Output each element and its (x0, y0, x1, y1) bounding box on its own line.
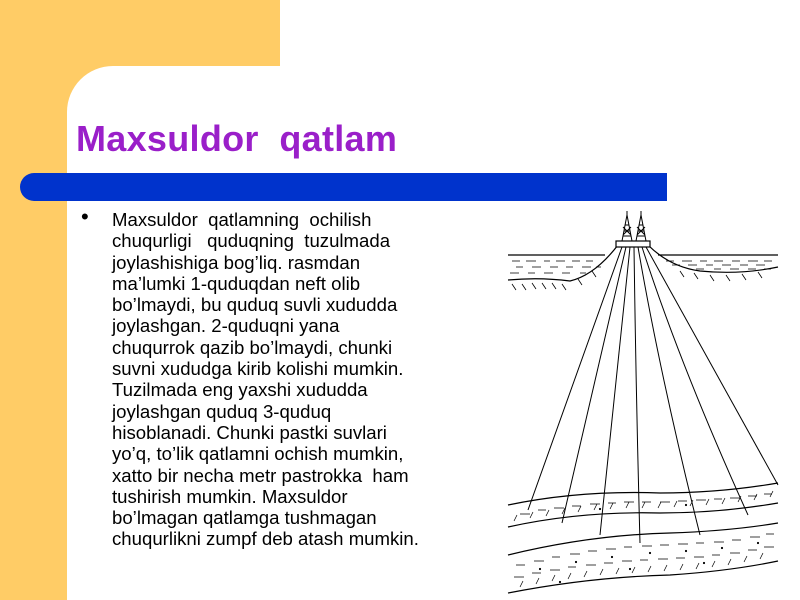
body-line: bo’lmagan qatlamga tushmagan (112, 507, 377, 529)
body-line: ma’lumki 1-quduqdan neft olib (112, 272, 361, 294)
lower-layer-bottom (508, 561, 778, 593)
body-line: joylashgan quduq 3-quduq (112, 400, 332, 422)
layer-dots (539, 504, 759, 583)
title-underline-bar (20, 173, 667, 201)
well-cross-section-diagram (500, 205, 783, 600)
body-line: suvni xududga kirib kolishi mumkin. (112, 358, 404, 380)
body-line: bo’lmaydi, bu quduq suvli xududda (112, 294, 398, 316)
body-line: chuqurligi quduqning tuzulmada (112, 230, 391, 252)
body-line: tushirish mumkin. Maxsuldor (112, 485, 348, 507)
body-line: xatto bir necha metr pastrokka ham (112, 464, 409, 486)
lower-layer-top (508, 523, 778, 555)
body-line: joylashgan. 2-quduqni yana (112, 315, 340, 337)
body-paragraph (112, 209, 487, 550)
body-line: hisoblanadi. Chunki pastki suvlari (112, 421, 387, 443)
bullet-icon: • (81, 204, 89, 229)
body-line: chuqurlikni zumpf deb atash mumkin. (112, 528, 419, 550)
lower-layer-texture (514, 534, 774, 587)
body-line: Tuzilmada eng yaxshi xududda (112, 379, 368, 401)
upper-layer-texture (514, 491, 773, 521)
seabed-hatching (512, 271, 762, 290)
body-line: chuqurrok qazib bo’lmaydi, chunki (112, 336, 393, 358)
body-line: joylashishiga bog’liq. rasmdan (112, 251, 361, 273)
body-line: yo’q, to’lik qatlamni ochish mumkin, (112, 443, 404, 465)
body-line: Maxsuldor qatlamning ochilish (112, 209, 372, 230)
well-trajectories (528, 247, 778, 543)
slide-title: Maxsuldor qatlam (76, 118, 398, 159)
derrick-icon (622, 211, 646, 241)
platform-base (616, 241, 650, 247)
